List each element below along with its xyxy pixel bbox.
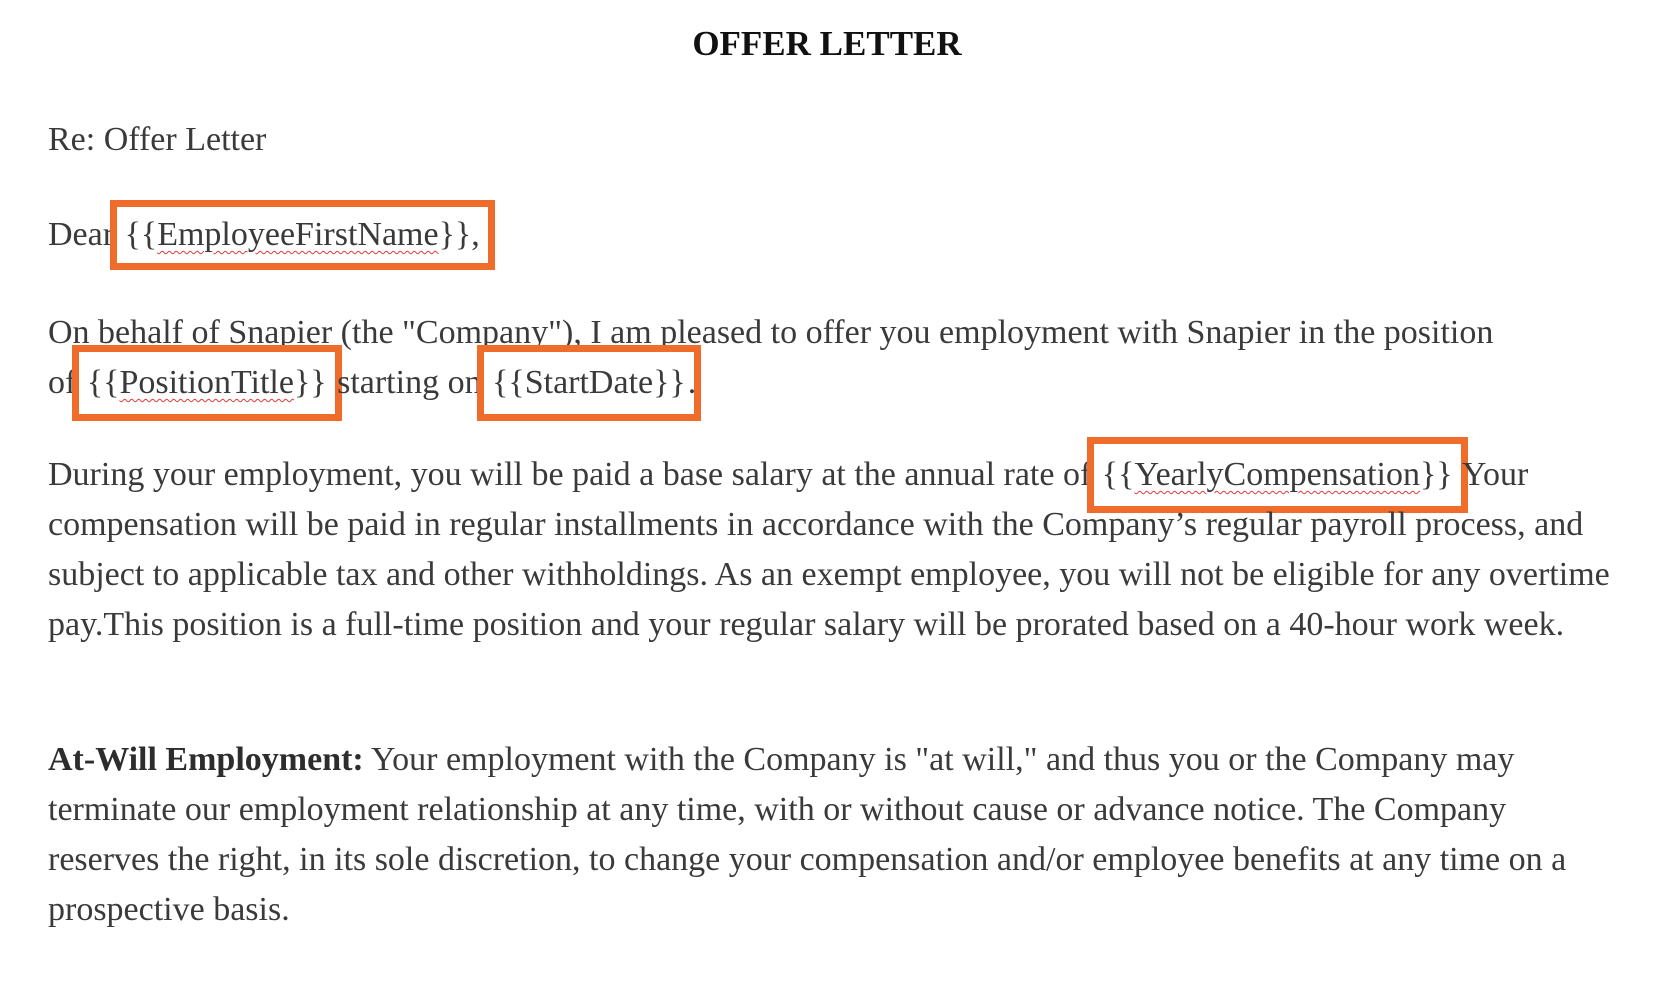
greeting-line <box>48 213 482 257</box>
re-line: Re: Offer Letter <box>48 121 267 158</box>
brace-open: {{ <box>1101 456 1135 493</box>
employee-first-name-placeholder[interactable] <box>123 213 482 257</box>
start-date-placeholder[interactable]: {{StartDate}} <box>490 358 688 408</box>
starting-on-text: starting on <box>328 364 491 401</box>
yearly-compensation-field: YearlyCompensation <box>1134 456 1420 493</box>
salary-text-prefix: During your employment, you will be paid a base salary at the annual rate of <box>48 456 1100 493</box>
paragraph-offer <box>48 308 1618 408</box>
paragraph-offer-line1: On behalf of Snapier (the "Company"), I am pleased to offer you employment with Snapier in the position <box>48 314 1494 351</box>
brace-close: }} <box>1419 456 1453 493</box>
paragraph-offer-line2 <box>48 358 1618 408</box>
brace-close: }} <box>293 364 327 401</box>
brace-close: }}, <box>438 216 480 253</box>
line2-prefix: of <box>48 364 85 401</box>
brace-open: {{ <box>124 216 158 253</box>
employee-first-name-field: EmployeeFirstName <box>157 216 439 253</box>
paragraph-at-will <box>48 735 1618 935</box>
brace-open: {{ <box>86 364 120 401</box>
position-title-field: PositionTitle <box>119 364 294 401</box>
at-will-text: Your employment with the Company is "at will," and thus you or the Company may terminate our employment relationship at any time, with or without cause or advance notice. The Company reserves the right, in its sole discretion, to change your compensation and/or employee benefits at any time on a prospective basis. <box>48 741 1567 928</box>
document-title: OFFER LETTER <box>692 24 962 63</box>
paragraph-salary <box>48 450 1618 650</box>
yearly-compensation-placeholder[interactable] <box>1100 450 1455 500</box>
at-will-heading: At-Will Employment: <box>48 741 364 778</box>
position-title-placeholder[interactable] <box>85 358 329 408</box>
salary-text-rest: Your compensation will be paid in regular installments in accordance with the Company’s regular payroll process, and subject to applicable tax and other withholdings. As an exempt employee, you will not be eligible for any overtime pay.This position is a full-time position and your regular salary will be prorated based on a 40-hour work week. <box>48 456 1610 643</box>
greeting-prefix: Dear <box>48 216 123 253</box>
sentence-end: . <box>687 364 697 401</box>
